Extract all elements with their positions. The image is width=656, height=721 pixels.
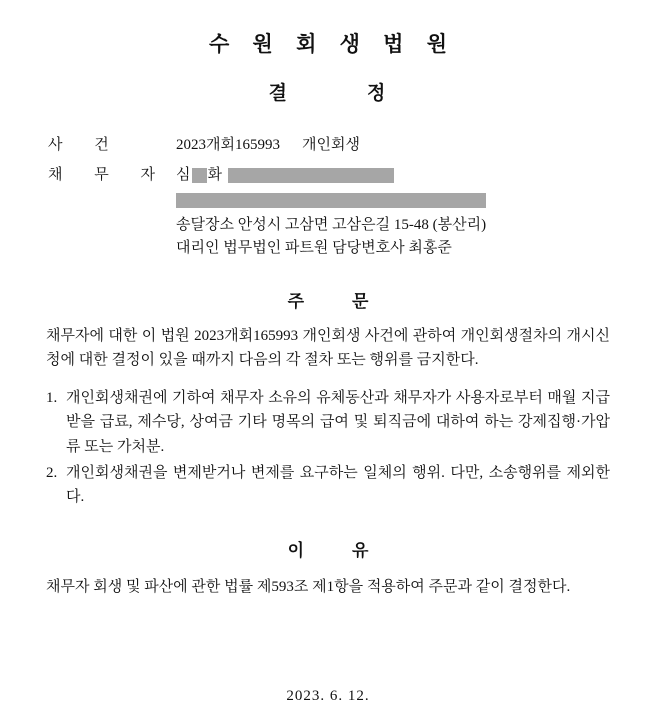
document-type-left: 결	[268, 83, 289, 104]
case-type: 개인회생	[301, 137, 360, 153]
decision-date: 2023. 6. 12.	[286, 688, 370, 704]
case-number-label: 사 건	[48, 137, 123, 153]
reason-heading-right: 유	[352, 540, 369, 560]
list-item-number: 2.	[46, 464, 58, 481]
redaction-bar-icon	[228, 168, 394, 183]
debtor-label: 채 무 자	[48, 167, 169, 183]
debtor-row	[46, 163, 610, 184]
reason-paragraph: 채무자 회생 및 파산에 관한 법률 제593조 제1항을 적용하여 주문과 같이 결정한다.	[46, 578, 571, 595]
order-item-list	[46, 386, 610, 509]
reason-heading-left: 이	[287, 540, 304, 560]
document-type-right: 정	[367, 83, 388, 104]
court-title: 수 원 회 생 법 원	[209, 32, 456, 56]
legal-agent: 대리인 법무법인 파트원 담당변호사 최홍준	[176, 240, 452, 257]
list-item	[46, 386, 610, 459]
main-paragraph: 채무자에 대한 이 법원 2023개회165993 개인회생 사건에 관하여 개인회생절차의 개시신청에 대한 결정이 있을 때까지 다음의 각 절차 또는 행위를 금지한다.	[46, 327, 610, 368]
main-heading-left: 주	[287, 291, 304, 311]
address-block	[46, 214, 610, 261]
list-item	[46, 461, 610, 510]
reason-section-heading	[46, 536, 610, 561]
list-item-text: 개인회생채권에 기하여 채무자 소유의 유체동산과 채무자가 사용자로부터 매월 지급받을 급료, 제수당, 상여금 기타 명목의 급여 및 퇴직금에 대하여 하는 강제집행·가압류 또는 가처분.	[66, 390, 610, 455]
redaction-bar-wide-icon	[176, 193, 486, 208]
debtor-name-suffix: 화	[207, 167, 222, 183]
document-type-heading	[46, 78, 610, 105]
redacted-address-row	[46, 193, 610, 208]
list-item-number: 1.	[46, 390, 58, 407]
main-section-heading	[46, 287, 610, 312]
main-heading-right: 문	[352, 291, 369, 311]
redaction-block-icon	[192, 168, 207, 183]
list-item-text: 개인회생채권을 변제받거나 변제를 요구하는 일체의 행위. 다만, 소송행위를 제외한다.	[66, 464, 610, 506]
document-page	[0, 28, 656, 721]
delivery-address: 송달장소 안성시 고삼면 고삼은길 15-48 (봉산리)	[176, 217, 487, 233]
debtor-name-prefix: 심	[176, 167, 191, 183]
case-number-row	[46, 133, 610, 154]
case-meta	[46, 133, 610, 261]
case-number: 2023개회165993	[176, 137, 280, 153]
case-number-value	[176, 133, 610, 154]
debtor-value	[176, 163, 610, 184]
